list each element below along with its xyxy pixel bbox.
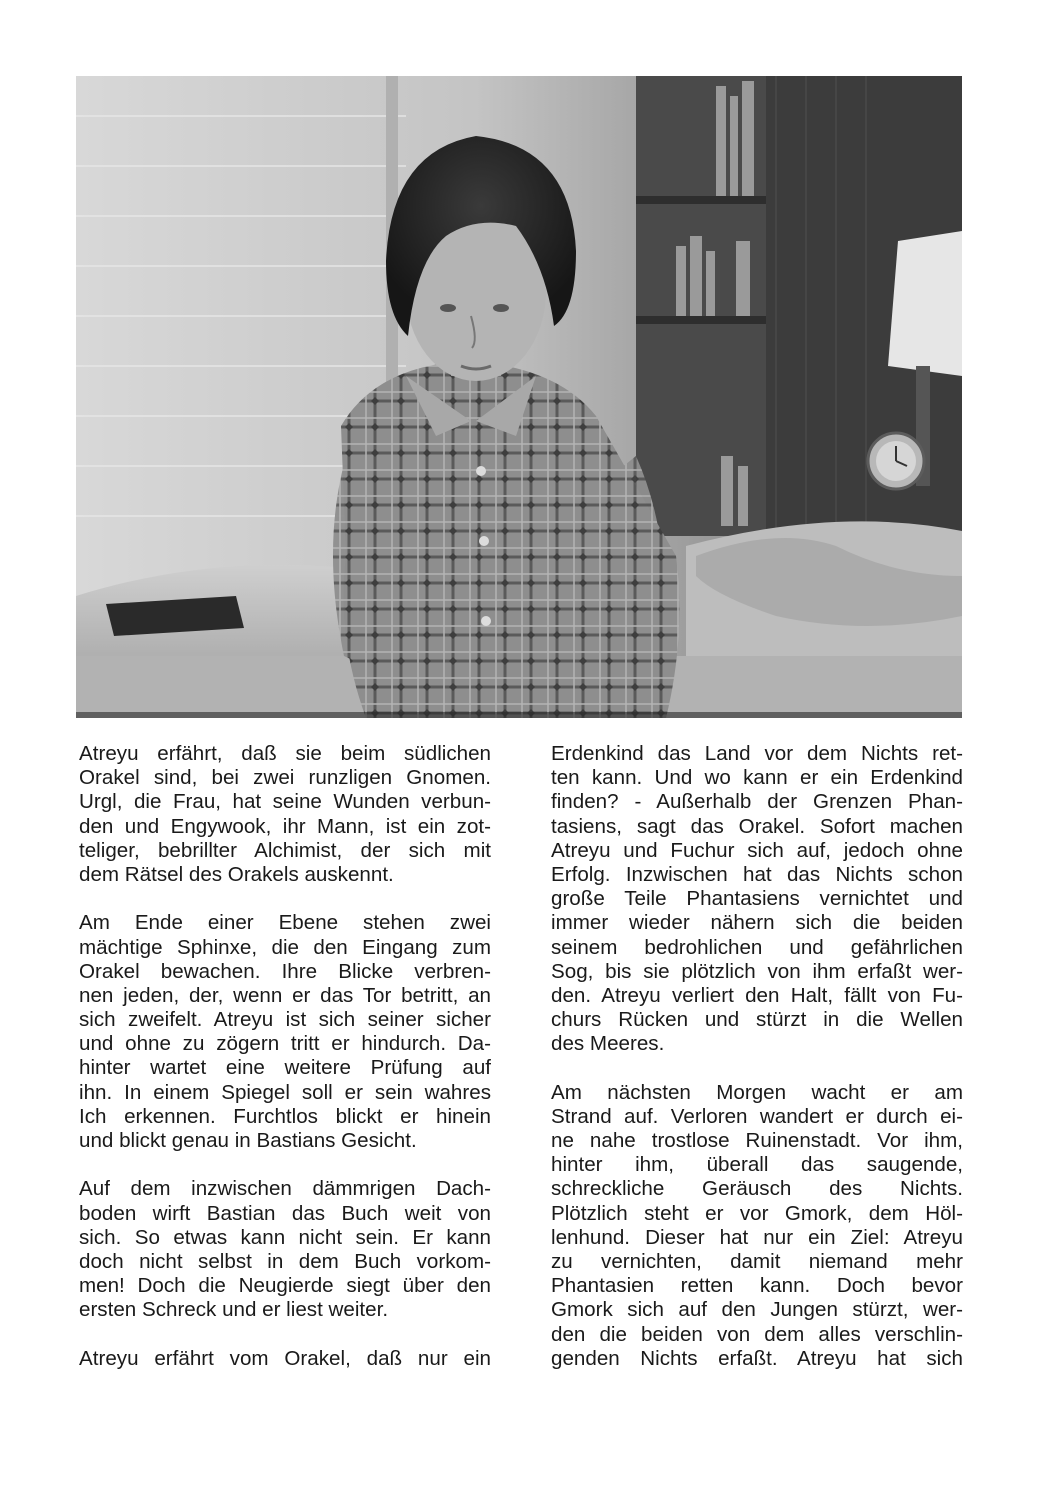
text-line: dem Rätsel des Orakels auskennt.	[79, 862, 394, 886]
text-line: Atreyu und Fuchur sich auf, jedoch ohne	[551, 838, 963, 862]
text-line: churs Rücken und stürzt in die Wellen	[551, 1008, 963, 1032]
text-line: und ohne zu zögern tritt er hindurch. Da-	[79, 1032, 491, 1056]
photo-boy-on-bed	[76, 76, 962, 718]
text-line: men! Doch die Neugierde siegt über den	[79, 1274, 491, 1298]
text-line: ne nahe trostlose Ruinenstadt. Vor ihm,	[551, 1129, 963, 1152]
paragraph	[79, 1177, 491, 1322]
text-line: Auf dem inzwischen dämmrigen Dach-	[79, 1177, 491, 1201]
paragraph	[79, 1347, 491, 1371]
text-line: und blickt genau in Bastians Gesicht.	[79, 1129, 417, 1152]
photo-illustration	[76, 76, 962, 718]
text-line: tasiens, sagt das Orakel. Sofort machen	[551, 814, 963, 838]
text-line: ten kann. Und wo kann er ein Erdenkind	[551, 766, 963, 790]
text-line: ersten Schreck und er liest weiter.	[79, 1298, 389, 1322]
text-line: zu vernichten, damit niemand mehr	[551, 1249, 963, 1273]
text-line: sich. So etwas kann nicht sein. Er kann	[79, 1225, 491, 1249]
paragraph	[79, 911, 491, 1153]
text-line: boden wirft Bastian das Buch weit von	[79, 1201, 491, 1225]
text-line: Atreyu erfährt, daß sie beim südlichen	[79, 742, 491, 765]
text-line: schreckliche Geräusch des Nichts.	[551, 1177, 963, 1201]
text-line: hinter ihm, überall das saugende,	[551, 1153, 963, 1177]
text-line: doch nicht selbst in dem Buch vorkom-	[79, 1249, 491, 1273]
text-line: Am nächsten Morgen wacht er am	[551, 1080, 963, 1104]
text-line: Gmork sich auf den Jungen stürzt, wer-	[551, 1298, 963, 1322]
text-line: genden Nichts erfaßt. Atreyu hat sich	[551, 1346, 963, 1370]
paragraph	[79, 742, 491, 887]
paragraph	[551, 1081, 963, 1371]
text-line: Erdenkind das Land vor dem Nichts ret-	[551, 742, 963, 765]
text-line: lenhund. Dieser hat nur ein Ziel: Atreyu	[551, 1225, 963, 1249]
text-line: Atreyu erfährt vom Orakel, daß nur ein	[79, 1346, 491, 1370]
text-line: Phantasien retten kann. Doch bevor	[551, 1274, 963, 1298]
text-line: hinter wartet eine weitere Prüfung auf	[79, 1056, 491, 1080]
text-line: Orakel sind, bei zwei runzligen Gnomen.	[79, 766, 491, 790]
text-line: ihn. In einem Spiegel soll er sein wahres	[79, 1080, 491, 1104]
text-line: den und Engywook, ihr Mann, ist ein zot-	[79, 814, 491, 838]
text-line: Ich erkennen. Furchtlos blickt er hinein	[79, 1104, 491, 1128]
text-line: nen jeden, der, wenn er das Tor betritt, an	[79, 983, 491, 1007]
text-line: Erfolg. Inzwischen hat das Nichts schon	[551, 862, 963, 886]
text-line: Urgl, die Frau, hat seine Wunden verbun-	[79, 790, 491, 814]
text-line: den. Atreyu verliert den Halt, fällt von Fu-	[551, 983, 963, 1007]
text-line: Plötzlich steht er vor Gmork, dem Höl-	[551, 1201, 963, 1225]
text-line: teliger, bebrillter Alchimist, der sich mit	[79, 838, 491, 862]
text-line: mächtige Sphinxe, die den Eingang zum	[79, 935, 491, 959]
text-line: Orakel bewachen. Ihre Blicke verbren-	[79, 959, 491, 983]
text-line: große Teile Phantasiens vernichtet und	[551, 887, 963, 911]
text-line: Am Ende einer Ebene stehen zwei	[79, 911, 491, 935]
text-line: seinem bedrohlichen und gefährlichen	[551, 935, 963, 959]
text-line: Sog, bis sie plötzlich von ihm erfaßt wer-	[551, 959, 963, 983]
text-line: finden? - Außerhalb der Grenzen Phan-	[551, 790, 963, 814]
text-line: Strand auf. Verloren wandert er durch ei-	[551, 1104, 963, 1128]
text-line: des Meeres.	[551, 1032, 665, 1056]
paragraph	[551, 742, 963, 1056]
right-text-column	[551, 742, 963, 1395]
text-line: den die beiden von dem alles verschlin-	[551, 1322, 963, 1346]
left-text-column	[79, 742, 491, 1395]
text-line: sich zweifelt. Atreyu ist sich seiner sicher	[79, 1008, 491, 1032]
text-line: immer wieder nähern sich die beiden	[551, 911, 963, 935]
